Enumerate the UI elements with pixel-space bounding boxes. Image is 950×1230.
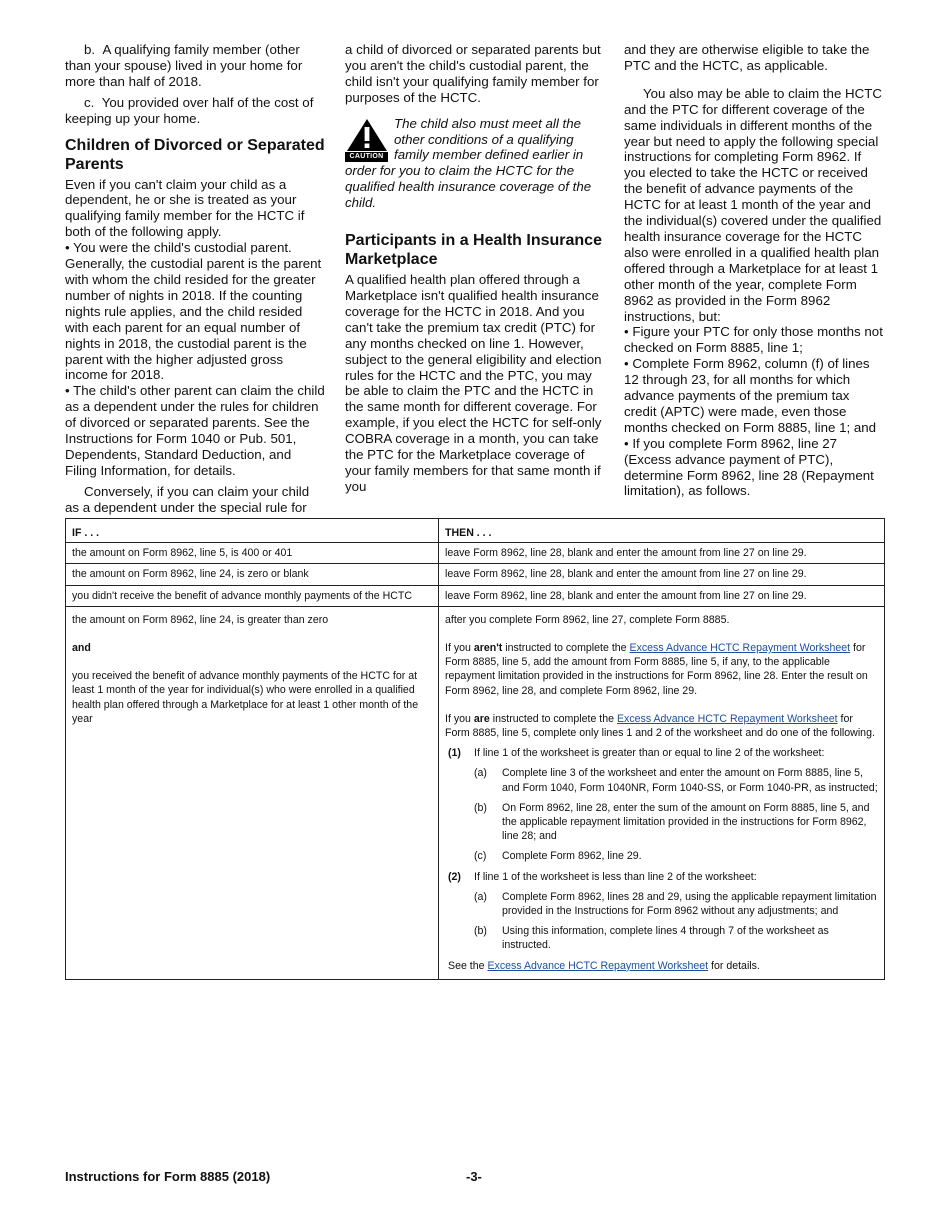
if-condition-1: the amount on Form 8962, line 24, is greater than zero — [72, 613, 329, 626]
then-cell — [439, 606, 885, 979]
worksheet-link[interactable]: Excess Advance HCTC Repayment Worksheet — [487, 959, 709, 972]
step-1a: (a) Complete line 3 of the worksheet and enter the amount on Form 8885, line 5, and Form 1040, Form 1040NR, Form 1040-SS, or Form 1040-PR, as instructed; — [474, 767, 878, 794]
if-then-table — [65, 518, 885, 980]
page-number: -3- — [466, 1169, 482, 1184]
if-and: and — [72, 642, 91, 655]
marketplace-paragraph: A qualified health plan offered through a Marketplace isn't qualified health insurance coverage for the HCTC in 2018. And you can't take the premium tax credit (PTC) for any months checked on line 1. However, subject to the general eligibility and election rules for the HCTC and the PTC, you may be able to claim the PTC and the HCTC in the same month for different coverage. For example, if you elect the HCTC for self-only COBRA coverage in a month, you can take the PTC for the Marketplace coverage of your family members for that same month if you — [345, 272, 602, 494]
worksheet-link[interactable]: Excess Advance HCTC Repayment Worksheet — [616, 712, 838, 725]
step-2: (2) If line 1 of the worksheet is less than line 2 of the worksheet: — [448, 870, 757, 883]
item-b: b. A qualifying family member (other than your spouse) lived in your home for more than half of 2018. — [65, 42, 303, 89]
caution-icon — [345, 118, 388, 162]
bullet-figure-ptc: • Figure your PTC for only those months not checked on Form 8885, line 1; — [624, 324, 883, 356]
see-worksheet: See the Excess Advance HCTC Repayment Worksheet for details. — [448, 959, 760, 972]
worksheet-link[interactable]: Excess Advance HCTC Repayment Worksheet — [629, 642, 851, 655]
table-row — [66, 543, 885, 564]
table-row — [66, 564, 885, 585]
bullet-other-parent: • The child's other parent can claim the child as a dependent under the rules for children of divorced or separated parents. See the Instructions for Form 1040 or Pub. 501, Dependents, Standard Deduction, and Filing Information, for details. — [65, 383, 325, 478]
heading-divorced-parents: Children of Divorced or Separated Parents — [65, 136, 325, 173]
table-row — [66, 606, 885, 979]
conversely-paragraph: Conversely, if you can claim your child as a dependent under the special rule for — [65, 483, 310, 515]
table-header-row — [66, 519, 885, 543]
item-c: c. You provided over half of the cost of keeping up your home. — [65, 94, 314, 126]
caution-text: The child also must meet all the other conditions of a qualifying family member defined earlier in order for you to claim the HCTC for the qualified health insurance coverage of the child. — [345, 115, 592, 211]
bullet-complete-column-f: • Complete Form 8962, column (f) of lines 12 through 23, for all months for which advance payments of the premium tax credit (APTC) were made, even those months checked on Form 8885, line 1; and — [624, 356, 877, 435]
table-row — [66, 585, 885, 606]
if-cell: the amount on Form 8962, line 5, is 400 or 401 — [66, 543, 439, 564]
heading-marketplace: Participants in a Health Insurance Marketplace — [345, 232, 602, 269]
caution-box — [345, 116, 605, 211]
if-cell — [66, 606, 439, 979]
column-2 — [345, 42, 605, 495]
special-instructions-paragraph: You also may be able to claim the HCTC and the PTC for different coverage of the same individuals in different months of the year but need to apply the following special instructions for completing Form 8962. If you elected to take the HCTC or received the benefit of advance payments of the HCTC for at least 1 month of the year and the individual(s) covered under the qualified health insurance coverage for the HCTC also were enrolled in a qualified health plan offered through a Marketplace for at least 1 other month of the year, complete Form 8962 as provided in the Form 8962 instructions, but: — [624, 85, 882, 324]
footer-title: Instructions for Form 8885 (2018) — [65, 1169, 271, 1184]
then-are-instructed: If you are instructed to complete the Excess Advance HCTC Repayment Worksheet for Form 8885, line 5, complete only lines 1 and 2 of the worksheet and do one of the following. — [445, 712, 875, 740]
then-cell: leave Form 8962, line 28, blank and enter the amount from line 27 on line 29. — [439, 564, 885, 585]
if-header: IF . . . — [66, 519, 439, 543]
column-1 — [65, 42, 325, 516]
then-header: THEN . . . — [439, 519, 885, 543]
then-first: after you complete Form 8962, line 27, complete Form 8885. — [445, 613, 730, 626]
bullet-line-27: • If you complete Form 8962, line 27 (Excess advance payment of PTC), determine Form 8962, line 28 (Repayment limitation), as follows. — [624, 435, 874, 499]
if-condition-2: you received the benefit of advance monthly payments of the HCTC for at least 1 month of the year for individual(s) who were enrolled in a qualified health plan offered through a Marketplace for at least 1 other month of the year — [72, 670, 419, 725]
if-cell: you didn't receive the benefit of advance monthly payments of the HCTC — [66, 585, 439, 606]
step-1c: (c) Complete Form 8962, line 29. — [474, 850, 642, 863]
then-arent-instructed: If you aren't instructed to complete the Excess Advance HCTC Repayment Worksheet for Form 8885, line 5, add the amount from Form 8885, line 5, if any, to the applicable repayment limitation provided in the instructions for Form 8962, line 28. Enter the result on Form 8962, line 28, and complete Form 8962, line 29. — [445, 642, 868, 697]
continued-paragraph: a child of divorced or separated parents but you aren't the child's custodial parent, the child isn't your qualifying family member for purposes of the HCTC. — [345, 42, 601, 105]
warning-triangle-icon — [346, 118, 388, 152]
step-1b: (b) On Form 8962, line 28, enter the sum of the amount on Form 8885, line 5, and the applicable repayment limitation provided in the instructions for Form 8962, line 28; and — [474, 801, 870, 843]
bullet-custodial-parent: • You were the child's custodial parent. Generally, the custodial parent is the parent with whom the child resided for the greater number of nights in 2018. If the counting nights rule applies, and the child resided with each parent for an equal number of nights in 2018, the custodial parent is the parent with the higher adjusted gross income for 2018. — [65, 240, 322, 383]
continued-paragraph: and they are otherwise eligible to take the PTC and the HCTC, as applicable. — [624, 42, 870, 73]
step-2b: (b) Using this information, complete lines 4 through 7 of the worksheet as instructed. — [474, 925, 829, 952]
then-cell: leave Form 8962, line 28, blank and enter the amount from line 27 on line 29. — [439, 543, 885, 564]
if-cell: the amount on Form 8962, line 24, is zero or blank — [66, 564, 439, 585]
intro-paragraph: Even if you can't claim your child as a dependent, he or she is treated as your qualifying family member for the HCTC if both of the following apply. — [65, 176, 305, 240]
step-1: (1) If line 1 of the worksheet is greater than or equal to line 2 of the worksheet: — [448, 747, 825, 760]
step-2a: (a) Complete Form 8962, lines 28 and 29, using the applicable repayment limitation provided in the Instructions for Form 8962 without any adjustments; and — [474, 890, 877, 918]
then-cell: leave Form 8962, line 28, blank and enter the amount from line 27 on line 29. — [439, 585, 885, 606]
caution-label: CAUTION — [345, 152, 388, 162]
column-3 — [624, 42, 884, 499]
